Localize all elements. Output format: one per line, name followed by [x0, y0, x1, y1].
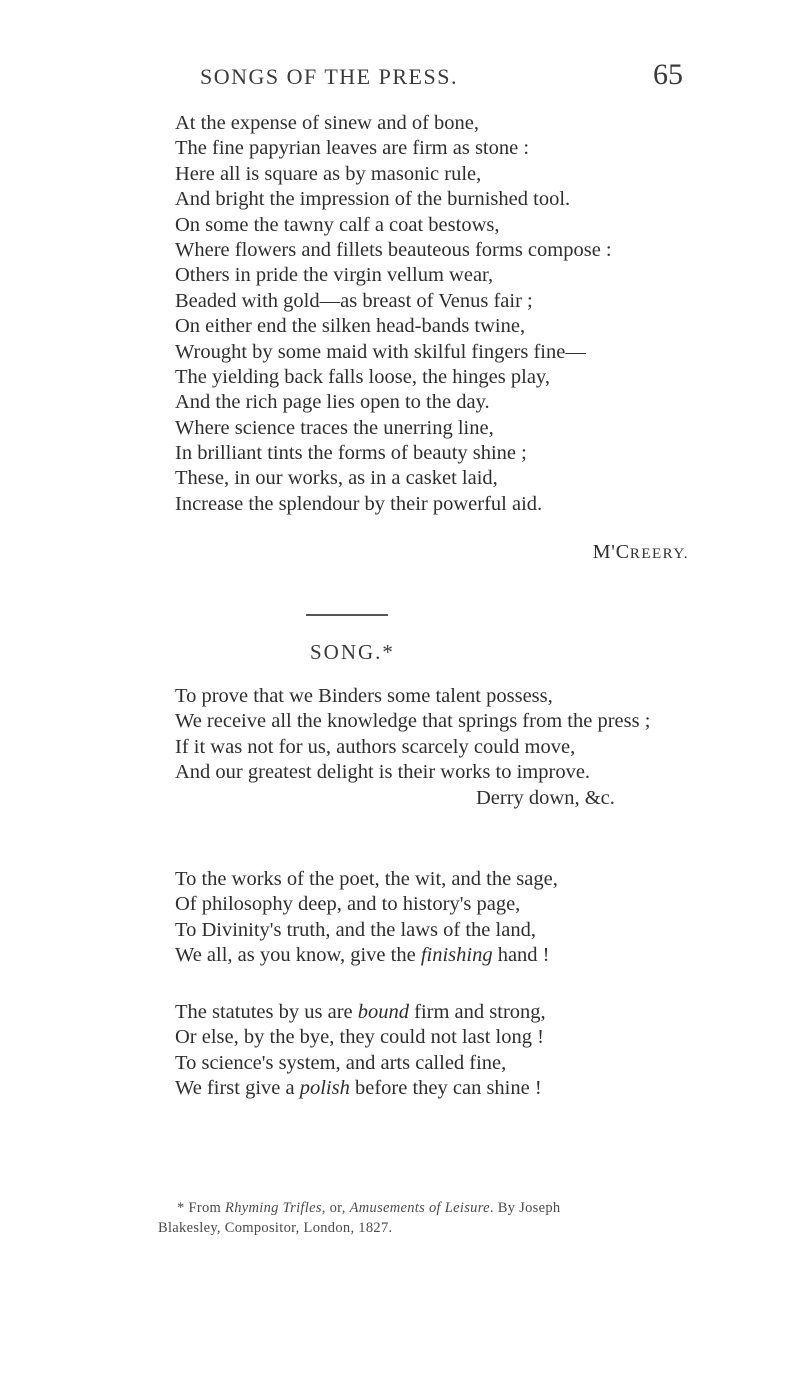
emphasis-finishing: finishing: [420, 944, 493, 967]
poem-line: Beaded with gold—as breast of Venus fair ;: [175, 289, 533, 312]
poem-line: Wrought by some maid with skilful fingers fine—: [175, 340, 586, 363]
footnote: [0, 1198, 800, 1238]
running-title: SONGS OF THE PRESS.: [200, 64, 458, 89]
emphasis-polish: polish: [299, 1077, 350, 1100]
stanza-line: The statutes by us are bound firm and strong,: [175, 1001, 546, 1023]
poem-line: The fine papyrian leaves are firm as stone :: [175, 137, 530, 160]
song-stanza-3: [0, 1000, 800, 1102]
poem-line: In brilliant tints the forms of beauty shine ;: [175, 442, 527, 465]
poem-line: The yielding back falls loose, the hinges play,: [175, 365, 550, 388]
poem-line: Where science traces the unerring line,: [175, 416, 494, 439]
stanza-line: To Divinity's truth, and the laws of the land,: [175, 918, 536, 941]
footnote-line-1: * From Rhyming Trifles, or, Amusements of Leisure. By Joseph: [177, 1200, 561, 1216]
author-rest: REERY.: [629, 546, 689, 562]
stanza-line: We all, as you know, give the finishing hand !: [175, 944, 550, 967]
stanza-line: To the works of the poet, the wit, and the sage,: [175, 868, 558, 890]
song-stanza-2: [0, 867, 800, 969]
poem-line: And the rich page lies open to the day.: [175, 391, 490, 414]
footnote-line-2: Blakesley, Compositor, London, 1827.: [158, 1220, 393, 1236]
stanza-line: To prove that we Binders some talent possess,: [175, 685, 553, 707]
poem-continuation: [0, 111, 800, 517]
poem-line: On some the tawny calf a coat bestows,: [175, 213, 500, 236]
poem-line: These, in our works, as in a casket laid,: [175, 467, 498, 490]
page-number: 65: [653, 58, 683, 91]
poem-line: On either end the silken head-bands twine,: [175, 315, 526, 338]
poem-line: Increase the splendour by their powerful aid.: [175, 492, 543, 515]
stanza-line: Of philosophy deep, and to history's page,: [175, 893, 521, 916]
poem-line: At the expense of sinew and of bone,: [175, 112, 479, 134]
stanza-line: If it was not for us, authors scarcely could move,: [175, 735, 576, 758]
song-stanza-1: [0, 684, 800, 811]
refrain: Derry down, &c.: [476, 786, 615, 809]
page-header: [0, 58, 800, 98]
poem-line: And bright the impression of the burnished tool.: [175, 188, 571, 211]
stanza-line: We receive all the knowledge that springs from the press ;: [175, 710, 651, 733]
poem-author: [593, 541, 689, 564]
source-title: Rhyming Trifles: [225, 1200, 322, 1216]
author-initial: M'C: [592, 541, 630, 563]
stanza-line: Or else, by the bye, they could not last long !: [175, 1026, 544, 1049]
poem-line: Where flowers and fillets beauteous forms compose :: [175, 238, 612, 261]
poem-line: Here all is square as by masonic rule,: [175, 162, 482, 185]
emphasis-bound: bound: [357, 1001, 409, 1023]
source-subtitle: Amusements of Leisure: [349, 1200, 490, 1216]
stanza-line: To science's system, and arts called fine,: [175, 1051, 507, 1074]
poem-line: Others in pride the virgin vellum wear,: [175, 264, 494, 287]
stanza-line: We first give a polish before they can shine !: [175, 1077, 542, 1100]
section-divider: [306, 614, 388, 616]
stanza-line: And our greatest delight is their works to improve.: [175, 761, 591, 784]
book-page: SONGS OF THE PRESS. 65 At the expense of sinew and of bone, The fine papyrian leaves are firm as stone : Here all is square as by masonic rule, And bright the impression of the burnished tool. On some the tawny calf a coat bestows, Where flowers and fillets beauteous forms compose : Others in pride the virgin vellum wear, Beaded with gold—as breast of Venus fair ; On either end the silken head-bands twine, Wrought by some maid with skilful fingers fine— The yielding back falls loose, the hinges play, And the rich page lies open to the day. Where science traces the unerring line, In brilliant tints the forms of beauty shine ; These, in our works, as in a casket laid, Increase the splendour by their powerful aid. M'CREERY. SONG.* To prove that we Binders some talent possess, We receive all the knowledge that springs from the press ; If it was not for us, authors scarcely could move, And our greatest delight is their works to improve. Derry down, &c. To the works of the poet, the wit, and the sage, Of philosophy deep, and to history's page, To Divinity's truth, and the laws of the land, We all, as you know, give the finishing hand ! The statutes by us are bound firm and strong, Or else, by the bye, they could not last long ! To science's system, and arts called fine, We first give a polish before they can shine ! * From Rhyming Trifles, or, Amusements of Leisure. By Joseph Blakesley, Compositor, London, 1827.: [0, 0, 800, 1373]
